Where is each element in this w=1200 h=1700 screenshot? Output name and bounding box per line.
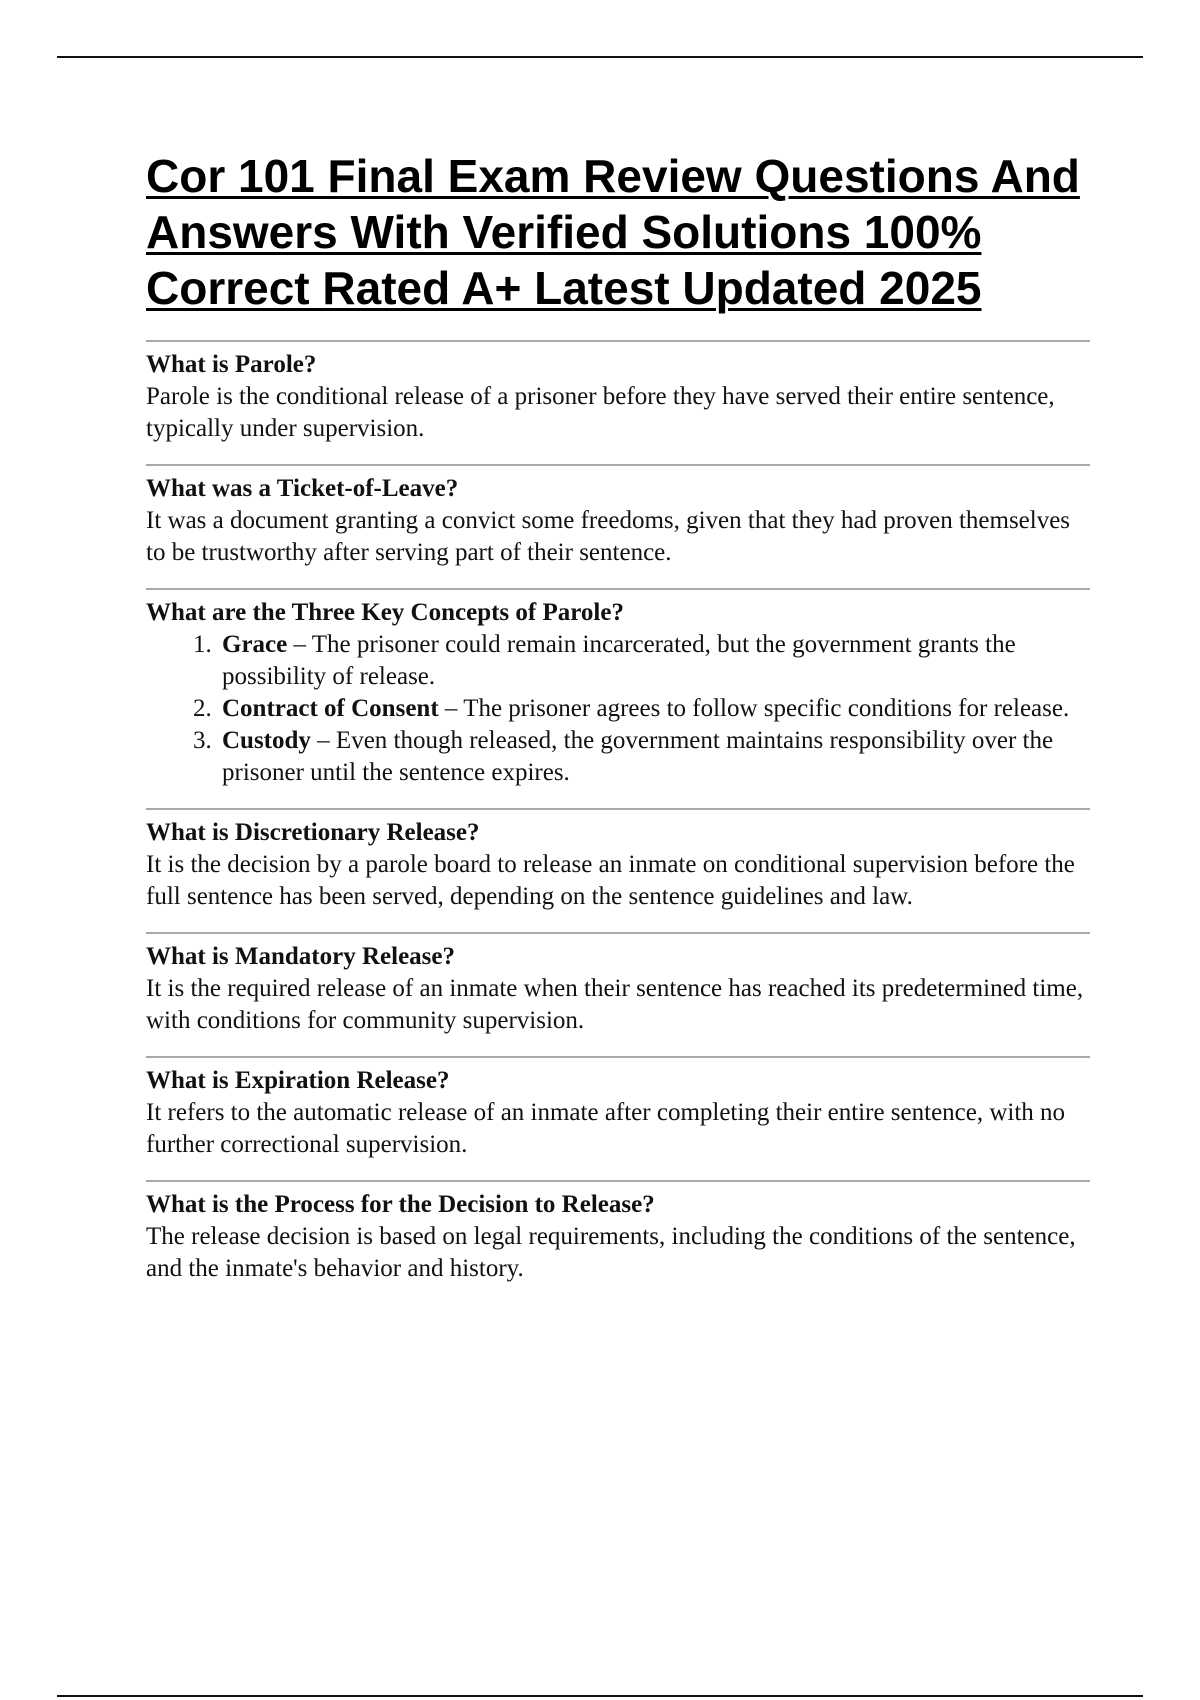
qa-item-mandatory-release: [146, 932, 1090, 1037]
concept-text: – The prisoner agrees to follow specific conditions for release.: [438, 695, 1070, 722]
qa-item-ticket-of-leave: [146, 464, 1090, 569]
qa-item-discretionary-release: [146, 808, 1090, 913]
document-title: Cor 101 Final Exam Review Questions And Answers With Verified Solutions 100% Correct Rated A+ Latest Updated 2025: [146, 150, 1080, 314]
answer: It is the required release of an inmate when their sentence has reached its predetermined time, with conditions for community supervision.: [146, 975, 1084, 1034]
qa-item-parole: [146, 340, 1090, 445]
page-top-rule: [57, 56, 1143, 58]
answer: Parole is the conditional release of a prisoner before they have served their entire sentence, typically under supervision.: [146, 383, 1055, 442]
answer: It refers to the automatic release of an inmate after completing their entire sentence, with no further correctional supervision.: [146, 1099, 1066, 1158]
list-item: [218, 725, 1090, 789]
concept-term: Grace: [222, 631, 288, 658]
document-body: [146, 148, 1090, 1285]
concept-term: Custody: [222, 727, 311, 754]
question: What is the Process for the Decision to Release?: [146, 1191, 655, 1218]
question: What is Discretionary Release?: [146, 819, 480, 846]
page-bottom-rule: [57, 1695, 1143, 1697]
answer: It is the decision by a parole board to release an inmate on conditional supervision before the full sentence has been served, depending on the sentence guidelines and law.: [146, 851, 1075, 910]
question: What is Mandatory Release?: [146, 943, 455, 970]
concepts-list: [146, 629, 1090, 789]
concept-text: – Even though released, the government maintains responsibility over the prisoner until the sentence expires.: [222, 727, 1054, 786]
question: What is Parole?: [146, 351, 317, 378]
concept-term: Contract of Consent: [222, 695, 439, 722]
qa-item-key-concepts: [146, 588, 1090, 789]
qa-item-decision-process: [146, 1180, 1090, 1285]
qa-item-expiration-release: [146, 1056, 1090, 1161]
list-item: [218, 693, 1090, 725]
question: What was a Ticket-of-Leave?: [146, 475, 459, 502]
answer: It was a document granting a convict some freedoms, given that they had proven themselves to be trustworthy after serving part of their sentence.: [146, 507, 1071, 566]
question: What are the Three Key Concepts of Parole?: [146, 599, 624, 626]
list-item: [218, 629, 1090, 693]
concept-text: – The prisoner could remain incarcerated, but the government grants the possibility of release.: [222, 631, 1016, 690]
question: What is Expiration Release?: [146, 1067, 450, 1094]
answer: The release decision is based on legal requirements, including the conditions of the sentence, and the inmate's behavior and history.: [146, 1223, 1076, 1282]
